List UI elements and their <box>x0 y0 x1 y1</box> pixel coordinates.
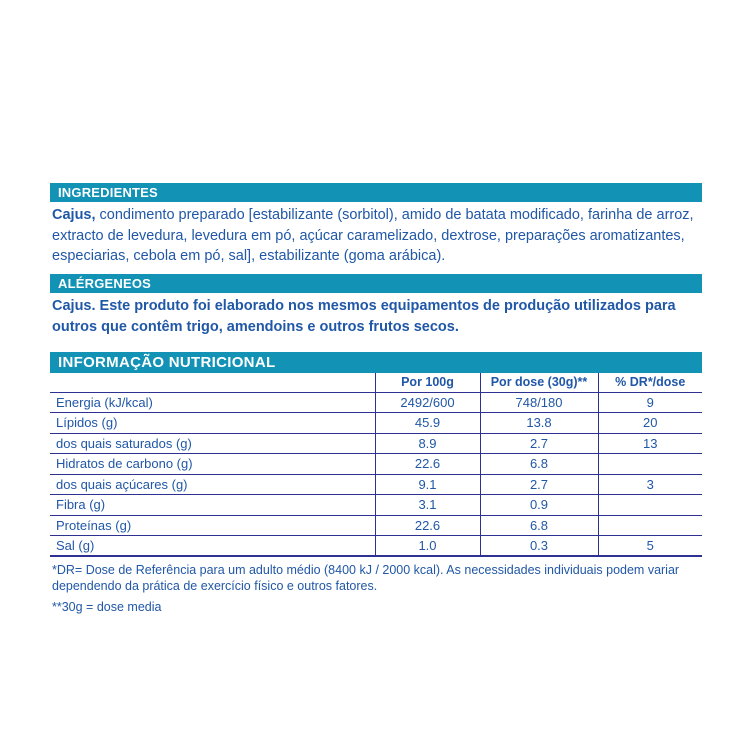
row-per100: 2492/600 <box>375 392 480 413</box>
nutrition-table <box>50 373 702 557</box>
allergens-header-bar <box>50 274 702 293</box>
row-dr <box>598 515 702 536</box>
row-per100: 1.0 <box>375 536 480 557</box>
row-per100: 8.9 <box>375 433 480 454</box>
nutrition-header-bar <box>50 352 702 373</box>
row-label: dos quais açúcares (g) <box>50 474 375 495</box>
row-dr: 20 <box>598 413 702 434</box>
row-dose: 6.8 <box>480 454 598 475</box>
ingredients-header-label: INGREDIENTES <box>58 185 158 200</box>
row-dr: 9 <box>598 392 702 413</box>
row-dr: 5 <box>598 536 702 557</box>
row-label: Proteínas (g) <box>50 515 375 536</box>
header-per-dose: Por dose (30g)** <box>480 373 598 392</box>
header-empty-cell <box>50 373 375 392</box>
ingredients-lead: Cajus, <box>52 207 96 223</box>
row-dose: 6.8 <box>480 515 598 536</box>
allergens-text: Cajus. Este produto foi elaborado nos mesmos equipamentos de produção utilizados para outros que contêm trigo, amendoins e outros frutos secos. <box>52 298 676 335</box>
row-label: Sal (g) <box>50 536 375 557</box>
ingredients-text <box>50 205 702 267</box>
row-per100: 45.9 <box>375 413 480 434</box>
table-row-sal <box>50 536 702 557</box>
row-dr: 13 <box>598 433 702 454</box>
dr-reference-footnote: *DR= Dose de Referência para um adulto médio (8400 kJ / 2000 kcal). As necessidades individuais podem variar dependendo da prática de exercício físico e outros fatores. <box>52 563 680 593</box>
allergens-section <box>50 274 702 337</box>
table-row-lipidos <box>50 413 702 434</box>
row-label: Fibra (g) <box>50 495 375 516</box>
ingredients-section <box>50 183 702 267</box>
dose-media-footnote: **30g = dose media <box>52 600 162 614</box>
ingredients-header-bar <box>50 183 702 202</box>
row-dr: 3 <box>598 474 702 495</box>
row-dr <box>598 495 702 516</box>
row-dose: 0.9 <box>480 495 598 516</box>
row-dose: 13.8 <box>480 413 598 434</box>
table-row-hidratos <box>50 454 702 475</box>
table-row-proteinas <box>50 515 702 536</box>
row-dr <box>598 454 702 475</box>
header-per-100g: Por 100g <box>375 373 480 392</box>
table-row-acucares <box>50 474 702 495</box>
allergens-header-label: ALÉRGENEOS <box>58 276 152 291</box>
nutrition-table-header-row <box>50 373 702 392</box>
row-label: Energia (kJ/kcal) <box>50 392 375 413</box>
row-label: Lípidos (g) <box>50 413 375 434</box>
row-per100: 22.6 <box>375 515 480 536</box>
row-dose: 2.7 <box>480 433 598 454</box>
ingredients-body: condimento preparado [estabilizante (sorbitol), amido de batata modificado, farinha de arroz, extracto de levedura, levedura em pó, açúcar caramelizado, dextrose, preparações aromatizantes, especiarias, cebola em pó, sal], estabilizante (goma arábica). <box>52 207 694 264</box>
nutrition-section <box>50 352 702 616</box>
row-label: dos quais saturados (g) <box>50 433 375 454</box>
row-dose: 0.3 <box>480 536 598 557</box>
nutrition-header-label: INFORMAÇÃO NUTRICIONAL <box>58 354 276 371</box>
table-row-saturados <box>50 433 702 454</box>
row-dose: 2.7 <box>480 474 598 495</box>
row-per100: 3.1 <box>375 495 480 516</box>
table-row-fibra <box>50 495 702 516</box>
header-dr-dose: % DR*/dose <box>598 373 702 392</box>
row-per100: 9.1 <box>375 474 480 495</box>
row-label: Hidratos de carbono (g) <box>50 454 375 475</box>
row-per100: 22.6 <box>375 454 480 475</box>
table-row-energia <box>50 392 702 413</box>
row-dose: 748/180 <box>480 392 598 413</box>
